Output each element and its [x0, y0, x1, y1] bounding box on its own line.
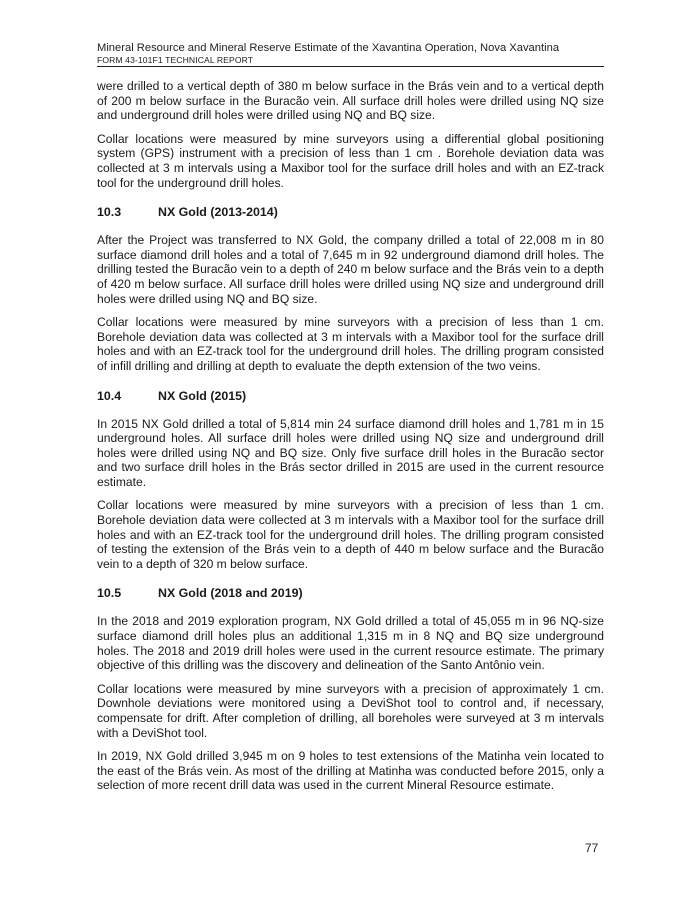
section-heading: [97, 586, 604, 601]
header-form: FORM 43-101F1 TECHNICAL REPORT: [97, 55, 254, 65]
section-10-3: [97, 205, 604, 373]
section-title: NX Gold (2013-2014): [158, 205, 278, 220]
section-title: NX Gold (2015): [158, 388, 247, 403]
paragraph: Collar locations were measured by mine surveyors with a precision of less than 1 cm. Borehole deviation data was collected at 3 m intervals with a Maxibor tool for the surface drill holes and with an EZ-track tool for the underground drill holes. The drilling program consisted of infill drilling and drilling at depth to evaluate the depth extension of the two veins.: [97, 315, 604, 373]
paragraph: In the 2018 and 2019 exploration program, NX Gold drilled a total of 45,055 m in 96 NQ-size surface diamond drill holes plus an additional 1,315 m in 8 NQ and BQ size underground holes. The 2018 and 2019 drill holes were used in the current resource estimate. The primary objective of this drilling was the discovery and delineation of the Santo Antônio vein.: [97, 614, 604, 673]
section-heading: [97, 389, 604, 404]
document-page: [97, 42, 604, 802]
paragraph: After the Project was transferred to NX Gold, the company drilled a total of 22,008 m in 80 surface diamond drill holes and a total of 7,645 m in 92 underground diamond drill holes. The drilling tested the Buracão vein to a depth of 240 m below surface and the Brás vein to a depth of 420 m below surface. All surface drill holes were drilled using NQ size and underground drill holes were drilled using NQ and BQ size.: [97, 233, 604, 306]
section-number: 10.3: [97, 205, 122, 220]
section-number: 10.5: [97, 586, 122, 601]
paragraph: Collar locations were measured by mine surveyors using a differential global positioning system (GPS) instrument with a precision of less than 1 cm . Borehole deviation data was collected at 3 m intervals using a Maxibor tool for the surface drill holes and with an EZ-track tool for the underground drill holes.: [97, 131, 604, 190]
header-title: Mineral Resource and Mineral Reserve Estimate of the Xavantina Operation, Nova Xavantina: [97, 42, 560, 54]
running-header: [97, 42, 604, 67]
paragraph: Collar locations were measured by mine surveyors with a precision of less than 1 cm. Borehole deviation data were collected at 3 m intervals with a Maxibor tool for the surface drill holes and with an EZ-track tool for the underground drill holes. The drilling program consisted of testing the extension of the Brás vein to a depth of 440 m below surface and the Buracão vein to a depth of 320 m below surface.: [97, 498, 604, 571]
section-number: 10.4: [97, 388, 122, 403]
section-10-5: [97, 586, 604, 793]
page-number: 77: [585, 841, 599, 855]
paragraph: were drilled to a vertical depth of 380 m below surface in the Brás vein and to a vertical depth of 200 m below surface in the Buracão vein. All surface drill holes were drilled using NQ size and underground drill holes were drilled using NQ and BQ size.: [97, 79, 604, 123]
paragraph: In 2019, NX Gold drilled 3,945 m on 9 holes to test extensions of the Matinha vein located to the east of the Brás vein. As most of the drilling at Matinha was conducted before 2015, only a selection of more recent drill data was used in the current Mineral Resource estimate.: [97, 749, 604, 793]
section-heading: [97, 205, 604, 220]
paragraph: Collar locations were measured by mine surveyors with a precision of approximately 1 cm. Downhole deviations were monitored using a DeviShot tool to control and, if necessary, compensate for drift. After completion of drilling, all boreholes were surveyed at 3 m intervals with a DeviShot tool.: [97, 681, 604, 740]
section-10-4: [97, 389, 604, 572]
document-body: [97, 79, 604, 793]
section-title: NX Gold (2018 and 2019): [158, 586, 303, 601]
header-rule: [97, 66, 604, 67]
paragraph: In 2015 NX Gold drilled a total of 5,814 min 24 surface diamond drill holes and 1,781 m in 15 underground holes. All surface drill holes were drilled using NQ size and underground drill holes were drilled using NQ and BQ size. Only five surface drill holes in the Buracão sector and two surface drill holes in the Brás sector drilled in 2015 are used in the current resource estimate.: [97, 416, 604, 489]
